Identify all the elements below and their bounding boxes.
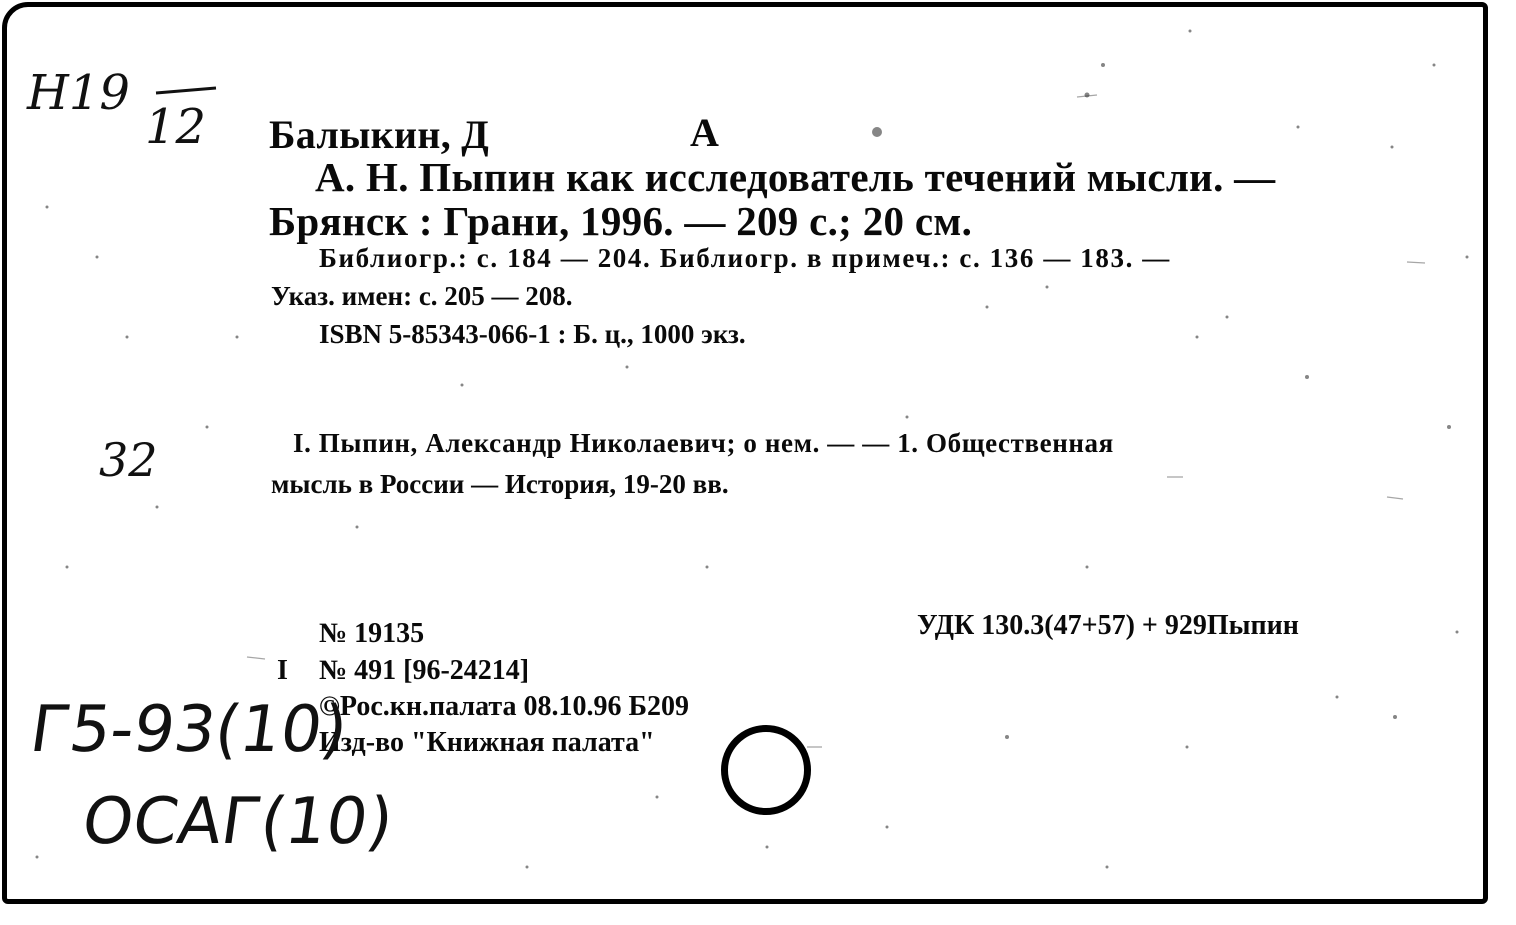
subjects-line-1: I. Пыпин, Александр Николаевич; о нем. — — 1. Общественная — [293, 428, 1114, 458]
subjects-line-2: мысль в России — История, 19-20 вв. — [271, 469, 729, 499]
heading-letter: А — [690, 110, 720, 155]
title-line-2: Брянск : Грани, 1996. — 209 с.; 20 см. — [269, 198, 973, 244]
handwritten-index-number: 32 — [99, 433, 158, 487]
udc-classification: УДК 130.3(47+57) + 929Пыпин — [917, 610, 1299, 641]
publisher-line: Изд-во "Книжная палата" — [319, 727, 655, 758]
handwritten-shelf-fraction: 12 — [145, 99, 207, 155]
fraction-bar — [152, 85, 222, 97]
handwritten-code-line-2: ОСАГ(10) — [77, 785, 398, 859]
handwritten-code-line-1: Г5-93(10) — [25, 693, 352, 767]
title-line-1: А. Н. Пыпин как исследователь течений мысли. — — [315, 154, 1276, 200]
isbn-line: ISBN 5-85343-066-1 : Б. ц., 1000 экз. — [319, 319, 746, 349]
catalog-card — [2, 2, 1488, 904]
notes-line-2: Указ. имен: с. 205 — 208. — [271, 281, 573, 311]
card-mark: I — [277, 655, 288, 686]
registration-number: № 19135 — [319, 618, 425, 649]
author-heading: Балыкин, Д — [269, 112, 490, 157]
copyright-line: ©Рос.кн.палата 08.10.96 Б209 — [319, 691, 689, 722]
card-number: № 491 [96-24214] — [319, 655, 530, 686]
notes-line-1: Библиогр.: с. 184 — 204. Библиогр. в примеч.: с. 136 — 183. — — [319, 243, 1171, 273]
handwritten-shelf-mark: Н19 — [27, 65, 130, 121]
card-punch-hole — [721, 725, 811, 815]
